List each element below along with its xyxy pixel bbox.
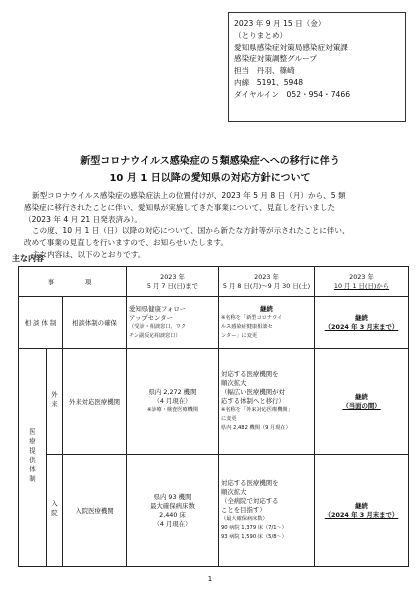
contact-info	[234, 18, 406, 101]
table-header-row	[19, 267, 409, 297]
summary-tag: （とりまとめ）	[234, 30, 288, 40]
intro-p1-line2: 感染症に移行されたことに伴い、愛知県が実施してきた事業について、見直しを行いました	[24, 202, 336, 212]
page-subtitle: 10 月 1 日以降の愛知県の対応方針について	[109, 173, 311, 184]
group: 感染症対策調整グループ	[234, 54, 317, 64]
consult-during: 継続 ※名称を「新型コロナウイ ルス感染症健康相談セ ンター」に変更	[219, 297, 315, 349]
intro-p1-line3: （2023 年 4 月 21 日発表済み）。	[24, 214, 143, 224]
inpatient-label: 入院	[47, 455, 63, 567]
staff: 担当 丹羽、篠崎	[234, 66, 295, 76]
page-title: 新型コロナウイルス感染症の５類感染症へへの移行に伴う	[80, 156, 340, 167]
consult-after: 継続 （2024 年 3 月末まで）	[315, 297, 409, 349]
table-row	[19, 297, 409, 349]
row-sub-consult: 相談体制の確保	[63, 297, 127, 349]
measures-table	[18, 266, 409, 567]
inpatient-after: 継続 （2024 年 3 月末まで）	[315, 455, 409, 567]
header-col2: 2023 年 5 月 8 日(月)〜9 月 30 日(土)	[219, 267, 315, 297]
header-item: 事 項	[19, 267, 127, 297]
consult-before: 愛知県健康フォロー アップセンター （受診・相談窓口、ワク チン副反応相談窓口）	[127, 297, 219, 349]
row-sub-outpatient: 外来対応医療機関	[63, 349, 127, 455]
intro-text	[24, 190, 396, 261]
outpatient-label: 外来	[47, 349, 63, 455]
header-col1: 2023 年 5 月 7 日(日)まで	[127, 267, 219, 297]
outpatient-before: 県内 2,272 機関 （4 月現在） ※診療・検査医療機関	[127, 349, 219, 455]
section-title: 主な内容	[12, 254, 44, 263]
inpatient-before: 県内 93 機関 最大確保病床数 2,440 床 （4 月現在）	[127, 455, 219, 567]
row-category-medical: 医療提供体制	[19, 349, 47, 567]
header-col3: 2023 年 10 月 1 日(日)から	[315, 267, 409, 297]
department: 愛知県感染症対策局感染症対策課	[234, 42, 348, 52]
intro-p1-line1: 新型コロナウイルス感染症の感染症法上の位置付けが、2023 年 5 月 8 日（月）から、5 類	[32, 191, 346, 200]
page-number: 1	[207, 575, 213, 583]
row-category-consult: 相 談 体 制	[19, 297, 63, 349]
outpatient-after: 継続 （当面の間）	[315, 349, 409, 455]
outpatient-during: 対応する医療機関を 順次拡大 （幅広い医療機関が対 応する体制へと移行） ※名称を「外来対応医療機関」 に変更 県内 2,482 機関（9 月現在）	[219, 349, 315, 455]
intro-p2-line1: この度、10 月 1 日（日）以降の対応について、国から新たな方針等が示されたことに伴い、	[32, 226, 350, 236]
extension: 内線 5191、5948	[234, 77, 304, 87]
release-date: 2023 年 9 月 15 日（金）	[234, 19, 326, 28]
row-sub-inpatient: 入院医療機関	[63, 455, 127, 567]
table-row	[19, 349, 409, 455]
intro-p2-line2: 改めて事業の見直しを行いますので、お知らせいたします。	[24, 238, 229, 248]
table-row	[19, 455, 409, 567]
dial-in: ダイヤルイン 052・954・7466	[234, 89, 351, 99]
inpatient-during: 対応する医療機関を 順次拡大 （全病院で対応する ことを目指す） （最大確保病床数） 90 病院 1,379 床（7/1〜） 93 病院 1,590 床（5/8〜）	[219, 455, 315, 567]
intro-p3: 主な内容は、以下のとおりです。	[32, 249, 146, 259]
